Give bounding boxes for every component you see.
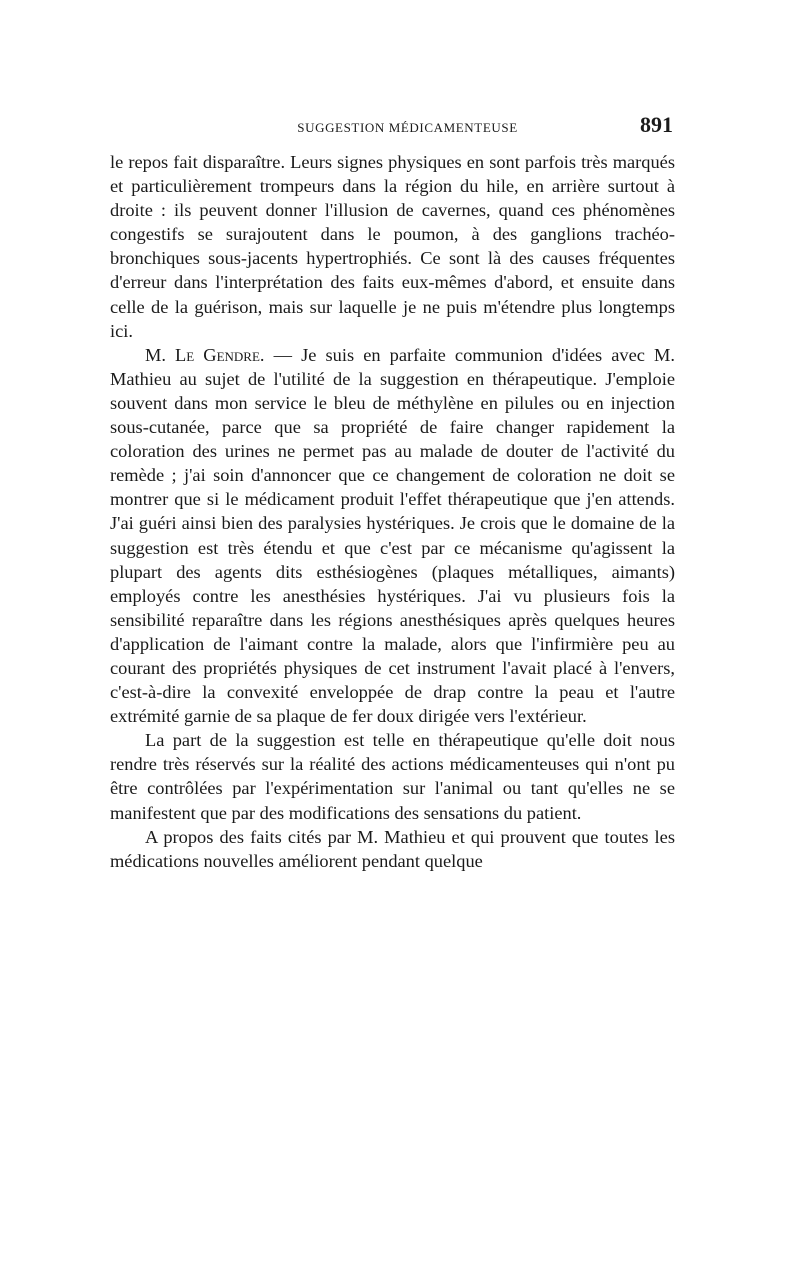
paragraph-text: La part de la suggestion est telle en thérapeutique qu'elle doit nous rendre très réservés sur la réalité des actions médicamenteuses qui n'ont pu être contrôlées par l'expérimentation sur l'animal ou tant qu'elles ne se manifestent que par des modifications des sensations du patient. xyxy=(110,730,675,823)
speaker-name: M. Le Gendre. xyxy=(145,344,265,365)
paragraph-suggestion-part xyxy=(110,728,675,824)
running-title: SUGGESTION MÉDICAMENTEUSE xyxy=(297,120,518,135)
paragraph-text: le repos fait disparaître. Leurs signes physiques en sont parfois très marqués et particulièrement trompeurs dans la région du hile, en arrière surtout à droite : ils peuvent donner l'illusion de cavernes, quand ces phénomènes congestifs se surajoutent dans le poumon, à des ganglions trachéo-bronchiques sous-jacents hypertrophiés. Ce sont là des causes fréquentes d'erreur dans l'interprétation des faits eux-mêmes d'abord, et ensuite dans celle de la guérison, mais sur laquelle je ne puis m'étendre plus longtemps ici. xyxy=(110,152,675,341)
book-page xyxy=(110,112,675,873)
paragraph-a-propos xyxy=(110,825,675,873)
paragraph-text: — Je suis en parfaite communion d'idées avec M. Mathieu au sujet de l'utilité de la suggestion en thérapeutique. J'emploie souvent dans mon service le bleu de méthylène en pilules ou en injection sous-cutanée, parce que sa propriété de faire changer rapidement la coloration des urines ne permet pas au malade de douter de l'activité du remède ; j'ai soin d'annoncer que ce changement de coloration ne doit se montrer que si le médicament produit l'effet thérapeutique que j'en attends. J'ai guéri ainsi bien des paralysies hystériques. Je crois que le domaine de la suggestion est très étendu et que c'est par ce mécanisme qu'agissent la plupart des agents dits esthésiogènes (plaques métalliques, aimants) employés contre les anesthésies hystériques. J'ai vu plusieurs fois la sensibilité reparaître dans les régions anesthésiques après quelques heures d'application de l'aimant contre la malade, alors que l'infirmière peu au courant des propriétés physiques de cet instrument l'avait placé à l'envers, c'est-à-dire la convexité enveloppée de drap contre la peau et l'autre extrémité garnie de sa plaque de fer doux dirigée vers l'extérieur. xyxy=(110,344,675,727)
body-text xyxy=(110,150,675,873)
page-number: 891 xyxy=(640,112,673,137)
paragraph-continuation xyxy=(110,150,675,343)
running-header xyxy=(110,112,675,142)
paragraph-text: A propos des faits cités par M. Mathieu et qui prouvent que toutes les médications nouvelles améliorent pendant quelque xyxy=(110,826,675,871)
paragraph-le-gendre xyxy=(110,343,675,729)
